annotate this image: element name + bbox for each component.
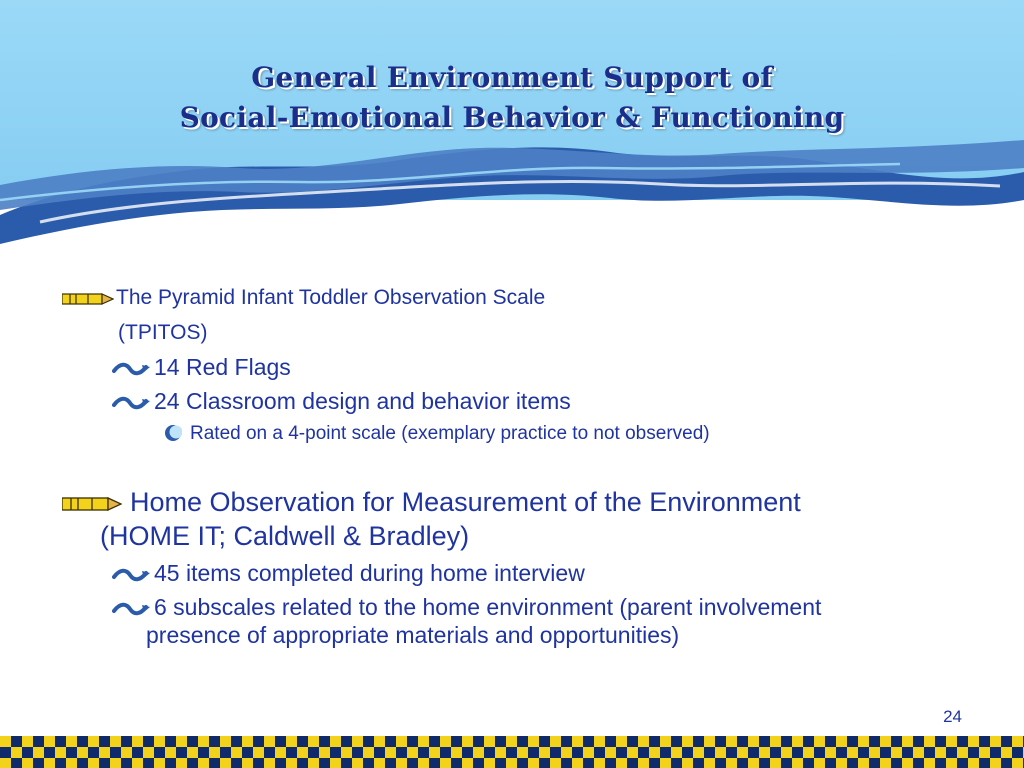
checkered-footer — [0, 736, 1024, 768]
section1-sub2-detail: Rated on a 4-point scale (exemplary practice to not observed) — [190, 423, 710, 444]
section2-sub2-line2: presence of appropriate materials and opportunities) — [146, 622, 680, 648]
section1-sub1: 14 Red Flags — [154, 354, 291, 380]
page-number: 24 — [943, 707, 962, 726]
section2-sub1: 45 items completed during home interview — [154, 560, 585, 586]
moon-bullet-icon — [164, 424, 182, 442]
title-line-2: Social-Emotional Behavior & Functioning — [179, 101, 845, 134]
wave-bullet-icon — [112, 395, 152, 411]
section1-heading-line1: The Pyramid Infant Toddler Observation Scale — [116, 286, 546, 309]
section1-sub2: 24 Classroom design and behavior items — [154, 388, 571, 414]
wave-bullet-icon — [112, 601, 152, 617]
section1-heading-line2: (TPITOS) — [118, 321, 208, 344]
section2-heading-line1: Home Observation for Measurement of the Environment — [130, 487, 801, 517]
pencil-bullet-icon — [62, 292, 114, 306]
wave-bullet-icon — [112, 361, 152, 377]
section2-sub2-line1: 6 subscales related to the home environment (parent involvement — [154, 594, 822, 620]
pencil-bullet-icon — [62, 496, 122, 512]
section2-heading-line2: (HOME IT; Caldwell & Bradley) — [100, 521, 470, 551]
wave-bullet-icon — [112, 567, 152, 583]
title-line-1: General Environment Support of — [251, 61, 773, 94]
